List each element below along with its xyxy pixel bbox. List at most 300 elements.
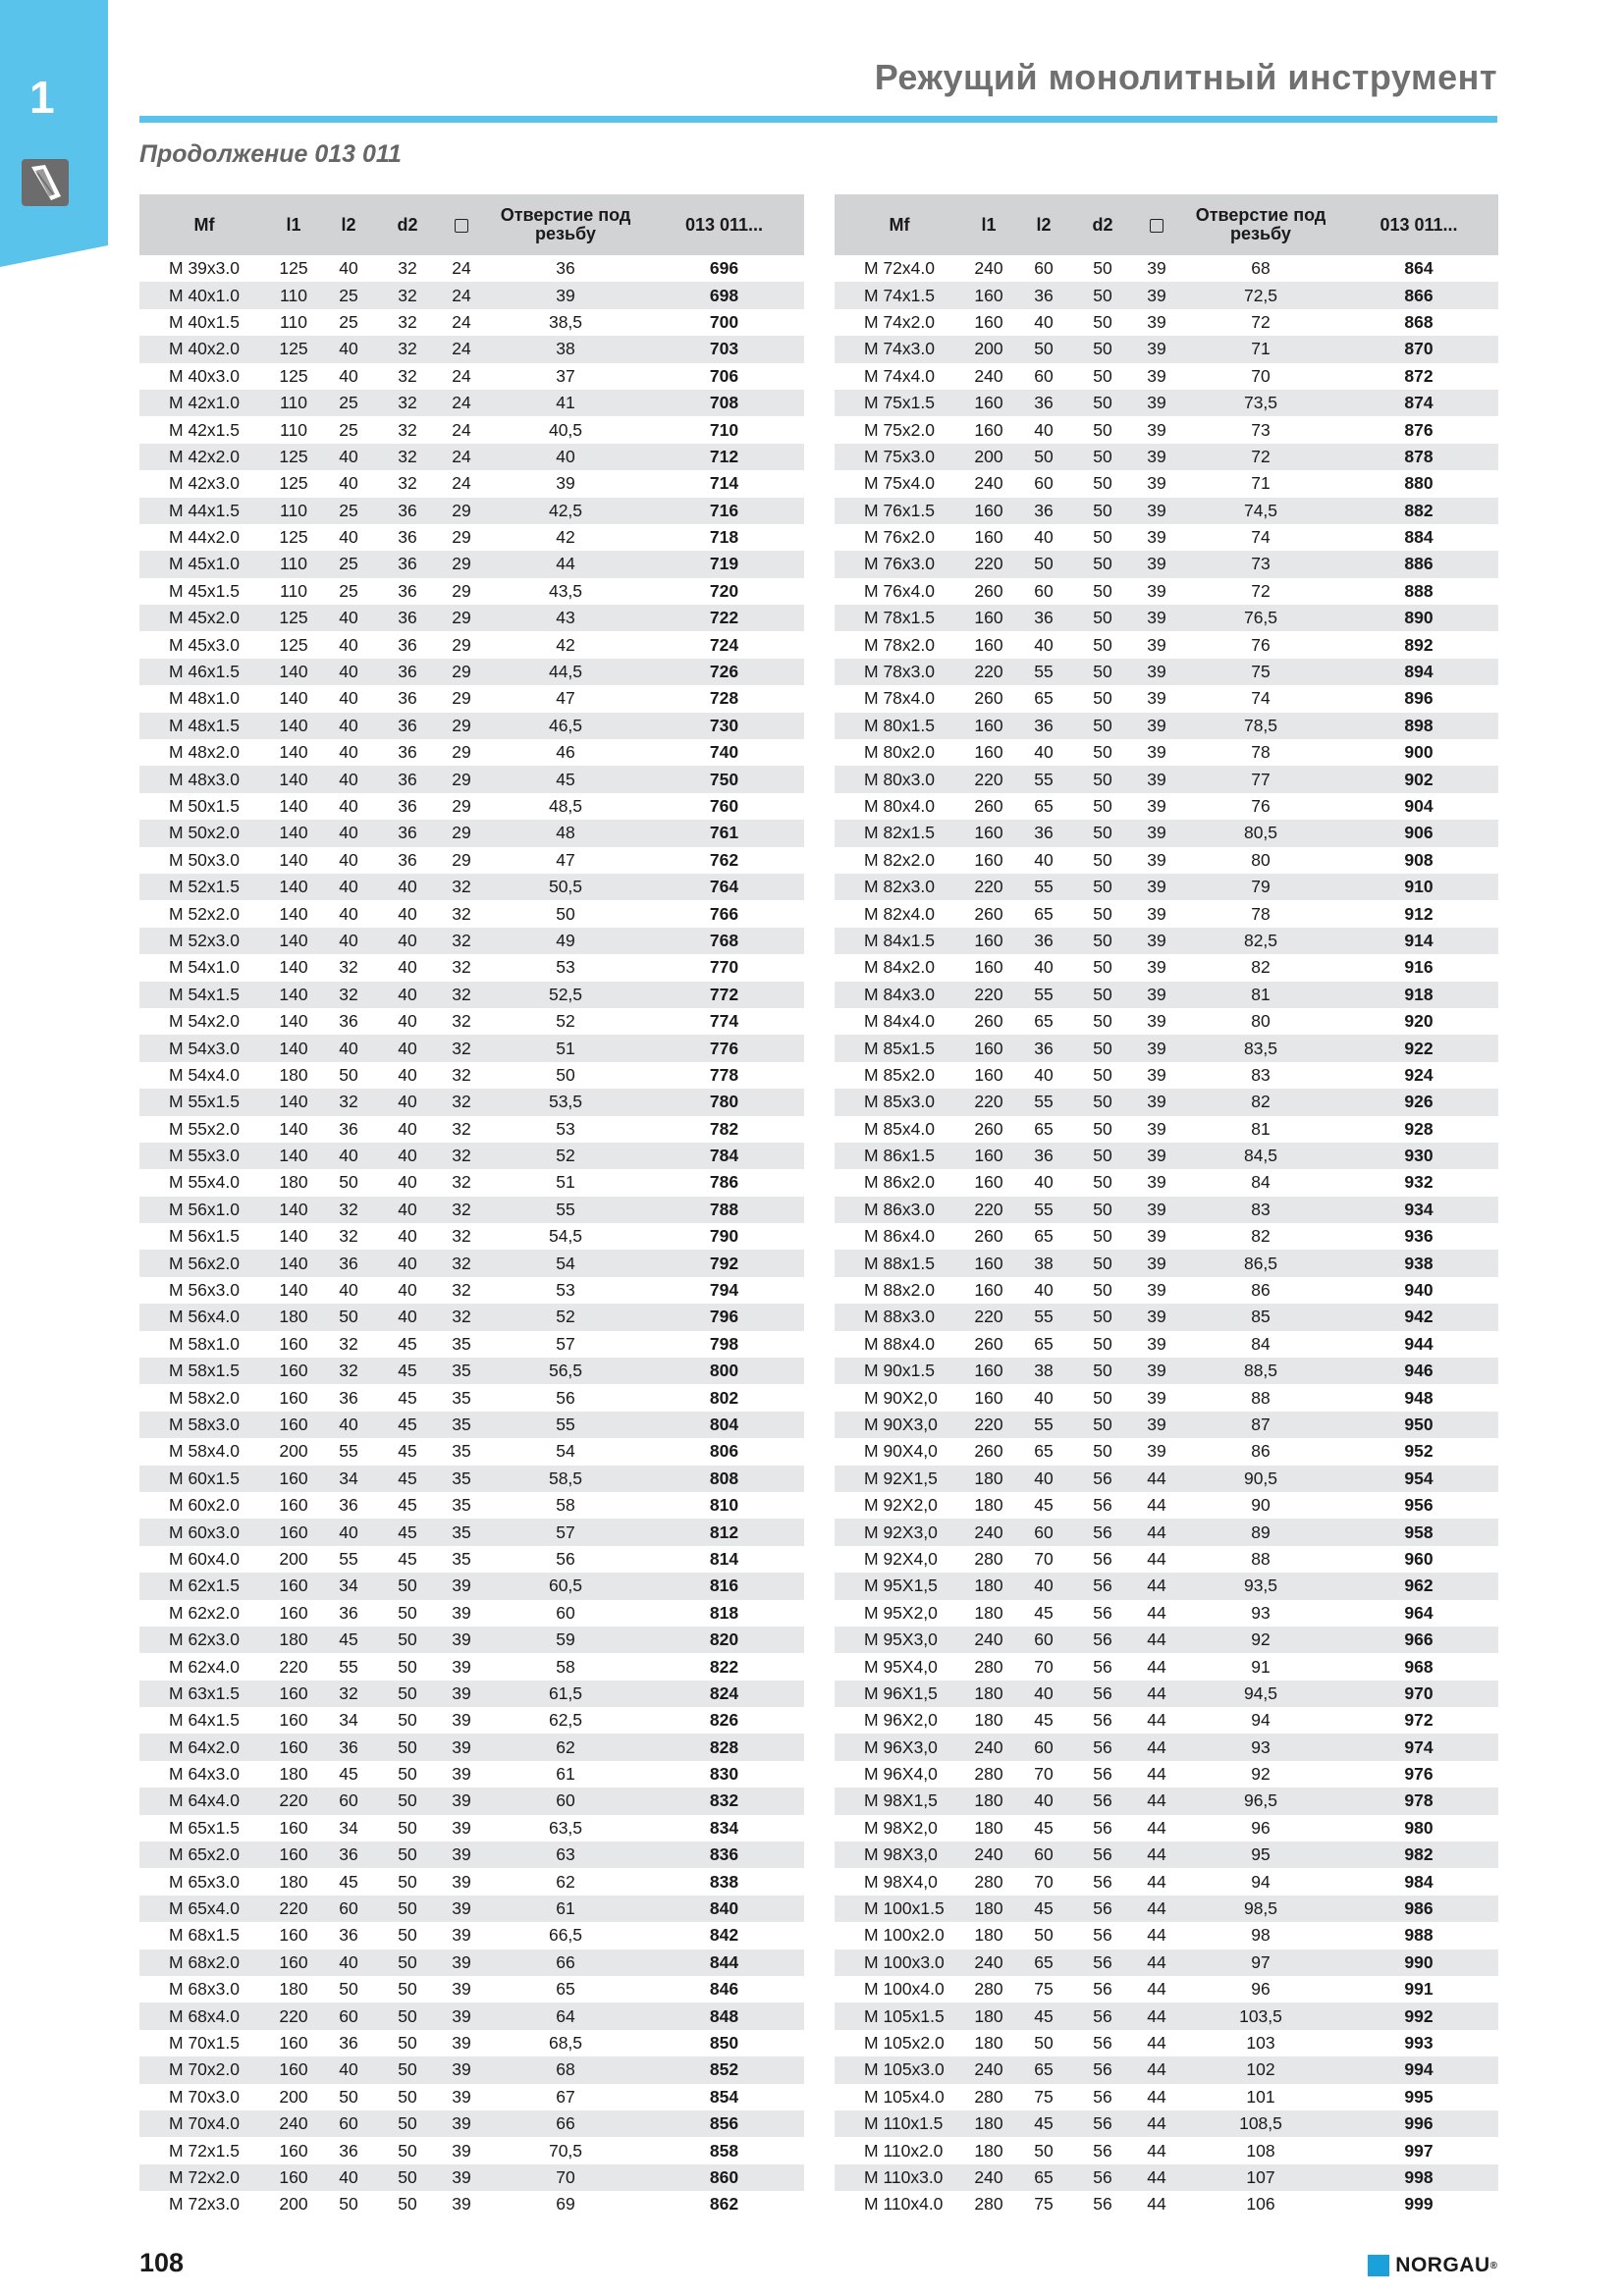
cell-code: 998 — [1339, 2164, 1498, 2191]
table-row — [835, 1438, 1498, 1465]
cell-mf: M 55x2.0 — [169, 1118, 240, 1139]
cell-l1: 160 — [269, 1358, 318, 1384]
cell-d2: 50 — [398, 2032, 417, 2053]
cell-mf: M 74x3.0 — [835, 336, 964, 362]
cell-mf: M 68x4.0 — [139, 2002, 269, 2029]
cell-mf: M 62x2.0 — [169, 1602, 240, 1623]
cell-square: 24 — [452, 473, 471, 494]
table-row — [835, 739, 1498, 766]
cell-l1: 160 — [974, 634, 1003, 655]
cell-hole: 56 — [556, 1548, 575, 1569]
cell-l1: 110 — [280, 580, 307, 601]
cell-code: 980 — [1404, 1817, 1434, 1838]
cell-l1: 240 — [964, 2164, 1013, 2191]
cell-hole: 101 — [1246, 2086, 1275, 2107]
table-row — [139, 1788, 804, 1814]
cell-d2: 40 — [379, 1143, 436, 1169]
cell-l2: 32 — [318, 1358, 379, 1384]
cell-hole: 102 — [1182, 2056, 1339, 2083]
cell-l2: 50 — [1034, 1925, 1054, 1946]
cell-mf: M 85x3.0 — [835, 1089, 964, 1115]
cell-mf: M 92X1,5 — [835, 1466, 964, 1492]
cell-mf: M 88x2.0 — [864, 1280, 935, 1301]
cell-hole: 97 — [1182, 1949, 1339, 1976]
cell-l2: 36 — [318, 1734, 379, 1760]
cell-square: 39 — [1131, 659, 1182, 685]
cell-l2: 25 — [318, 498, 379, 524]
table-row — [835, 2084, 1498, 2110]
table-row — [835, 605, 1498, 631]
cell-code: 750 — [644, 766, 804, 792]
cell-square: 44 — [1131, 1949, 1182, 1976]
cell-hole: 88 — [1251, 1387, 1271, 1408]
cell-hole: 48 — [487, 820, 644, 846]
cell-d2: 56 — [1093, 1548, 1112, 1569]
cell-l1: 125 — [279, 473, 308, 494]
cell-code: 950 — [1339, 1412, 1498, 1438]
cell-d2: 32 — [398, 258, 417, 279]
cell-l2: 65 — [1013, 2056, 1074, 2083]
table-row — [835, 498, 1498, 524]
cell-l2: 50 — [339, 1979, 358, 2000]
cell-hole: 86,5 — [1182, 1250, 1339, 1276]
cell-l1: 160 — [269, 2164, 318, 2191]
table-row — [835, 713, 1498, 739]
cell-l1: 160 — [279, 2032, 308, 2053]
cell-hole: 50 — [556, 1064, 575, 1085]
cell-square: 24 — [436, 282, 487, 308]
cell-d2: 50 — [1074, 498, 1131, 524]
cell-code: 976 — [1404, 1764, 1434, 1785]
table-row — [139, 1089, 804, 1115]
cell-square: 39 — [1131, 1412, 1182, 1438]
cell-l1: 160 — [974, 527, 1003, 548]
cell-l2: 40 — [339, 365, 358, 386]
cell-square: 29 — [452, 742, 471, 763]
cell-l1: 180 — [964, 1681, 1013, 1707]
cell-l1: 160 — [269, 2056, 318, 2083]
cell-hole: 68 — [487, 2056, 644, 2083]
cell-mf: M 68x2.0 — [139, 1949, 269, 1976]
cell-d2: 50 — [1093, 1441, 1112, 1462]
cell-d2: 50 — [398, 2194, 417, 2215]
cell-l2: 50 — [339, 1064, 358, 1085]
chapter-tab — [0, 0, 108, 245]
cell-l2: 40 — [1034, 1387, 1054, 1408]
cell-code: 822 — [709, 1656, 739, 1677]
cell-mf: M 54x3.0 — [139, 1035, 269, 1061]
cell-d2: 50 — [1093, 419, 1112, 440]
cell-mf: M 70x4.0 — [139, 2110, 269, 2137]
cell-hole: 84 — [1251, 1333, 1271, 1354]
table-row — [835, 282, 1498, 308]
table-row — [139, 1653, 804, 1680]
cell-mf: M 98X4,0 — [864, 1871, 938, 1892]
cell-square: 32 — [452, 1118, 471, 1139]
col-header-d2: d2 — [1074, 194, 1131, 255]
cell-d2: 50 — [398, 1602, 417, 1623]
cell-code: 964 — [1404, 1602, 1434, 1623]
cell-code: 974 — [1339, 1734, 1498, 1760]
cell-l2: 60 — [1034, 473, 1054, 494]
cell-l2: 25 — [318, 551, 379, 577]
cell-d2: 56 — [1093, 1979, 1112, 2000]
cell-square: 39 — [1131, 1304, 1182, 1330]
table-row — [835, 416, 1498, 443]
cell-mf: M 56x4.0 — [139, 1304, 269, 1330]
table-row — [139, 282, 804, 308]
cell-square: 39 — [1131, 498, 1182, 524]
cell-square: 39 — [1147, 1118, 1166, 1139]
cell-hole: 68,5 — [548, 2032, 583, 2053]
table-row — [139, 1707, 804, 1734]
cell-hole: 61 — [556, 1764, 575, 1785]
cell-square: 39 — [452, 1764, 471, 1785]
cell-l1: 160 — [974, 1064, 1003, 1085]
cell-mf: M 65x2.0 — [139, 1842, 269, 1868]
cell-l1: 180 — [269, 1304, 318, 1330]
cell-code: 864 — [1404, 258, 1434, 279]
cell-l1: 110 — [280, 311, 307, 332]
cell-l2: 40 — [318, 336, 379, 362]
cell-l1: 140 — [269, 1143, 318, 1169]
cell-l2: 40 — [318, 766, 379, 792]
table-row — [139, 498, 804, 524]
table-row — [139, 1734, 804, 1760]
cell-code: 910 — [1339, 874, 1498, 900]
cell-l1: 160 — [964, 282, 1013, 308]
cell-hole: 72,5 — [1182, 282, 1339, 308]
cell-code: 719 — [644, 551, 804, 577]
table-row — [835, 793, 1498, 820]
cell-l1: 160 — [279, 1495, 308, 1516]
cell-code: 868 — [1404, 311, 1434, 332]
cell-mf: M 80x1.5 — [835, 713, 964, 739]
cell-l1: 220 — [269, 2002, 318, 2029]
col-header-hole: Отверстие под резьбу — [487, 194, 644, 255]
cell-hole: 62 — [556, 1871, 575, 1892]
cell-hole: 54 — [487, 1250, 644, 1276]
cell-l2: 40 — [318, 444, 379, 470]
cell-l2: 65 — [1034, 1333, 1054, 1354]
cell-l1: 240 — [964, 1734, 1013, 1760]
cell-code: 880 — [1404, 473, 1434, 494]
cell-mf: M 80x2.0 — [864, 742, 935, 763]
cell-l2: 38 — [1013, 1250, 1074, 1276]
cell-square: 39 — [452, 2032, 471, 2053]
cell-l1: 160 — [964, 1035, 1013, 1061]
cell-code: 792 — [644, 1250, 804, 1276]
cell-l2: 65 — [1034, 1226, 1054, 1247]
table-row — [139, 820, 804, 846]
cell-square: 39 — [1147, 419, 1166, 440]
cell-code: 802 — [709, 1387, 739, 1408]
cell-code: 862 — [709, 2194, 739, 2215]
cell-hole: 77 — [1182, 766, 1339, 792]
table-row — [139, 1331, 804, 1358]
cell-hole: 73,5 — [1182, 390, 1339, 416]
cell-d2: 32 — [379, 390, 436, 416]
cell-hole: 69 — [556, 2194, 575, 2215]
cell-square: 44 — [1147, 1548, 1166, 1569]
cell-mf: M 54x1.5 — [139, 982, 269, 1008]
cell-mf: M 52x3.0 — [139, 928, 269, 954]
cell-l2: 60 — [1013, 1734, 1074, 1760]
table-row — [139, 1169, 804, 1196]
cell-square: 39 — [1131, 982, 1182, 1008]
cell-square: 44 — [1147, 1817, 1166, 1838]
cell-code: 993 — [1404, 2032, 1434, 2053]
cell-l1: 160 — [974, 1280, 1003, 1301]
cell-hole: 90 — [1251, 1495, 1271, 1516]
cell-mf: M 100x1.5 — [835, 1896, 964, 1922]
cell-hole: 42 — [556, 527, 575, 548]
cell-code: 810 — [709, 1495, 739, 1516]
cell-l1: 140 — [269, 874, 318, 900]
table-row — [139, 1896, 804, 1922]
cell-l2: 75 — [1034, 1979, 1054, 2000]
cell-code: 886 — [1339, 551, 1498, 577]
table-row — [835, 1681, 1498, 1707]
cell-hole: 78,5 — [1182, 713, 1339, 739]
table-row — [139, 793, 804, 820]
cell-l2: 55 — [1013, 1089, 1074, 1115]
cell-hole: 85 — [1182, 1304, 1339, 1330]
cell-l1: 140 — [279, 1011, 308, 1032]
table-row — [835, 309, 1498, 336]
cell-d2: 40 — [379, 1250, 436, 1276]
table-row — [835, 1304, 1498, 1330]
cell-hole: 70 — [487, 2164, 644, 2191]
cell-square: 39 — [452, 1979, 471, 2000]
table-row — [835, 1008, 1498, 1035]
cell-hole: 79 — [1182, 874, 1339, 900]
cell-d2: 50 — [1074, 820, 1131, 846]
cell-mf: M 72x4.0 — [864, 258, 935, 279]
cell-l2: 60 — [1034, 365, 1054, 386]
cell-hole: 82 — [1251, 957, 1271, 978]
cell-d2: 50 — [379, 2164, 436, 2191]
cell-square: 39 — [436, 1627, 487, 1653]
cell-square: 39 — [1147, 957, 1166, 978]
cell-square: 44 — [1147, 1656, 1166, 1677]
cell-l2: 36 — [318, 1250, 379, 1276]
cell-d2: 50 — [1093, 634, 1112, 655]
table-row — [139, 444, 804, 470]
cell-hole: 56,5 — [487, 1358, 644, 1384]
cell-mf: M 76x3.0 — [835, 551, 964, 577]
table-row — [835, 2164, 1498, 2191]
cell-d2: 40 — [398, 957, 417, 978]
cell-d2: 56 — [1093, 1602, 1112, 1623]
cell-l1: 160 — [974, 1387, 1003, 1408]
cell-l2: 34 — [339, 1817, 358, 1838]
cell-l2: 50 — [1034, 2032, 1054, 2053]
cell-l2: 45 — [1034, 1602, 1054, 1623]
table-row — [139, 928, 804, 954]
table-row — [139, 524, 804, 551]
cell-mf: M 78x1.5 — [835, 605, 964, 631]
table-row — [835, 1573, 1498, 1599]
cell-hole: 93 — [1182, 1734, 1339, 1760]
cell-hole: 37 — [556, 365, 575, 386]
cell-square: 32 — [436, 1250, 487, 1276]
cell-mf: M 54x4.0 — [169, 1064, 240, 1085]
cell-l2: 55 — [1013, 1412, 1074, 1438]
cell-code: 788 — [644, 1197, 804, 1223]
cell-hole: 75 — [1182, 659, 1339, 685]
cell-square: 24 — [436, 390, 487, 416]
table-row — [835, 2191, 1498, 2217]
cell-l1: 260 — [974, 1333, 1003, 1354]
cell-code: 920 — [1404, 1011, 1434, 1032]
cell-d2: 50 — [1093, 1333, 1112, 1354]
cell-l2: 40 — [339, 634, 358, 655]
cell-hole: 73 — [1251, 419, 1271, 440]
cell-mf: M 54x1.0 — [169, 957, 240, 978]
cell-square: 32 — [452, 1011, 471, 1032]
cell-code: 922 — [1339, 1035, 1498, 1061]
cell-code: 808 — [644, 1466, 804, 1492]
cell-code: 892 — [1404, 634, 1434, 655]
table-row — [139, 416, 804, 443]
cell-d2: 36 — [398, 527, 417, 548]
cell-hole: 58 — [556, 1495, 575, 1516]
table-row — [139, 1438, 804, 1465]
cell-mf: M 48x3.0 — [139, 766, 269, 792]
cell-square: 39 — [436, 1842, 487, 1868]
cell-hole: 43,5 — [548, 580, 583, 601]
cell-hole: 50 — [556, 903, 575, 924]
cell-square: 39 — [1131, 444, 1182, 470]
cell-mf: M 72x1.5 — [169, 2140, 240, 2161]
table-header-row — [139, 194, 804, 255]
cell-l1: 220 — [269, 1896, 318, 1922]
cell-mf: M 64x3.0 — [169, 1764, 240, 1785]
cell-l1: 200 — [964, 336, 1013, 362]
cell-d2: 32 — [398, 311, 417, 332]
cell-l1: 160 — [269, 1842, 318, 1868]
cell-code: 991 — [1404, 1979, 1434, 2000]
cell-hole: 83 — [1251, 1064, 1271, 1085]
col-header-l2: l2 — [318, 194, 379, 255]
cell-square: 44 — [1131, 2110, 1182, 2137]
cell-hole: 41 — [487, 390, 644, 416]
cell-l1: 160 — [269, 1466, 318, 1492]
cell-hole: 92 — [1251, 1764, 1271, 1785]
cell-l2: 36 — [1013, 390, 1074, 416]
cell-hole: 68 — [1251, 258, 1271, 279]
col-header-square-shank — [436, 194, 487, 255]
table-row — [835, 1868, 1498, 1895]
cell-d2: 56 — [1074, 1842, 1131, 1868]
cell-l2: 45 — [1013, 2110, 1074, 2137]
cell-d2: 50 — [1074, 659, 1131, 685]
table-row — [835, 1976, 1498, 2002]
cell-square: 35 — [436, 1519, 487, 1545]
table-row — [139, 1250, 804, 1276]
cell-l1: 220 — [964, 1089, 1013, 1115]
col-header-mf: Mf — [139, 194, 269, 255]
cell-mf: M 100x3.0 — [835, 1949, 964, 1976]
cell-d2: 56 — [1093, 2032, 1112, 2053]
cell-square: 39 — [452, 1602, 471, 1623]
cell-code: 999 — [1404, 2194, 1434, 2215]
cell-l1: 125 — [279, 258, 308, 279]
cell-code: 946 — [1339, 1358, 1498, 1384]
cell-l1: 180 — [974, 1710, 1003, 1731]
table-row — [139, 739, 804, 766]
cell-mf: M 96X2,0 — [864, 1710, 938, 1731]
cell-l1: 140 — [279, 796, 308, 816]
cell-mf: M 64x4.0 — [139, 1788, 269, 1814]
cell-l1: 110 — [269, 551, 318, 577]
cell-square: 32 — [436, 982, 487, 1008]
cell-d2: 56 — [1074, 2002, 1131, 2029]
cell-square: 29 — [436, 605, 487, 631]
cell-mf: M 98X1,5 — [835, 1788, 964, 1814]
cell-mf: M 84x4.0 — [864, 1011, 935, 1032]
table-row — [835, 1842, 1498, 1868]
cell-code: 912 — [1404, 903, 1434, 924]
cell-square: 35 — [436, 1466, 487, 1492]
table-row — [139, 2084, 804, 2110]
cell-l2: 65 — [1034, 1011, 1054, 1032]
cell-l1: 160 — [269, 1681, 318, 1707]
cell-l1: 240 — [269, 2110, 318, 2137]
cell-hole: 88,5 — [1182, 1358, 1339, 1384]
cell-l1: 180 — [964, 1788, 1013, 1814]
cell-l1: 160 — [279, 1925, 308, 1946]
cell-d2: 50 — [398, 1979, 417, 2000]
cell-l2: 55 — [339, 1441, 358, 1462]
cell-mf: M 76x4.0 — [864, 580, 935, 601]
cell-hole: 82 — [1182, 1089, 1339, 1115]
table-row — [139, 363, 804, 390]
cell-mf: M 60x3.0 — [139, 1519, 269, 1545]
cell-hole: 72 — [1251, 311, 1271, 332]
table-row — [835, 847, 1498, 874]
cell-code: 890 — [1339, 605, 1498, 631]
cell-hole: 71 — [1251, 473, 1271, 494]
cell-square: 44 — [1147, 1495, 1166, 1516]
cell-code: 761 — [644, 820, 804, 846]
cell-mf: M 70x2.0 — [139, 2056, 269, 2083]
cell-code: 720 — [709, 580, 739, 601]
cell-hole: 48,5 — [548, 796, 583, 816]
cell-hole: 82 — [1251, 1226, 1271, 1247]
cell-code: 872 — [1404, 365, 1434, 386]
cell-d2: 32 — [398, 365, 417, 386]
cell-square: 39 — [1147, 1333, 1166, 1354]
cell-l1: 160 — [269, 1734, 318, 1760]
cell-hole: 51 — [487, 1035, 644, 1061]
cell-l1: 140 — [279, 1280, 308, 1301]
cell-mf: M 110x2.0 — [864, 2140, 944, 2161]
cell-l2: 40 — [1034, 634, 1054, 655]
cell-square: 44 — [1147, 1871, 1166, 1892]
cell-code: 995 — [1404, 2086, 1434, 2107]
cell-code: 960 — [1404, 1548, 1434, 1569]
cell-code: 798 — [709, 1333, 739, 1354]
cell-l1: 160 — [974, 957, 1003, 978]
table-row — [139, 1412, 804, 1438]
cell-square: 39 — [1147, 796, 1166, 816]
cell-d2: 50 — [379, 1788, 436, 1814]
cell-l2: 70 — [1034, 1656, 1054, 1677]
cell-d2: 40 — [398, 1064, 417, 1085]
cell-l1: 200 — [279, 1441, 308, 1462]
